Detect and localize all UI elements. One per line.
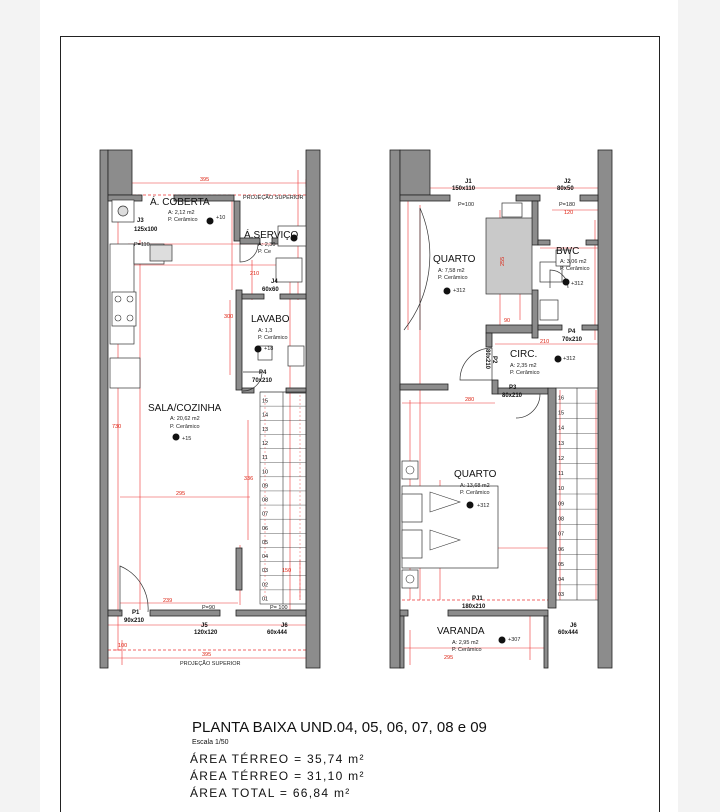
- room-floor-quarto-2: P. Cerâmico: [460, 490, 490, 496]
- ground-floor-plan: [100, 150, 320, 668]
- dim-quarto-w: 255: [500, 256, 506, 266]
- room-area-sala-cozinha: A: 20,62 m2: [170, 416, 200, 422]
- upper-stair-step-number: 16: [558, 395, 565, 402]
- dim-v90: 90: [504, 318, 511, 324]
- room-floor-sala-cozinha: P. Cerâmico: [170, 424, 200, 430]
- label-p90: P=90: [202, 605, 215, 611]
- room-level-sala-cozinha: +15: [182, 436, 192, 442]
- room-area-circ: A: 2,35 m2: [510, 363, 537, 369]
- area-total: ÁREA TOTAL = 66,84 m²: [190, 786, 351, 800]
- dim-top: 395: [200, 177, 210, 183]
- room-name-circ: CIRC.: [510, 349, 538, 360]
- tag-p2: P2: [491, 356, 497, 364]
- ground-stair-step-number: 07: [262, 511, 269, 518]
- tag-j1: J1: [465, 179, 472, 185]
- room-floor-lavabo: P. Cerâmico: [258, 335, 288, 341]
- tag-j6: J6: [281, 623, 288, 629]
- tag-p1: P1: [132, 610, 140, 616]
- room-area-varanda: A: 2,95 m2: [452, 640, 479, 646]
- area-terreo-2: ÁREA TÉRREO = 31,10 m²: [190, 769, 365, 783]
- label-p100: P= 100: [270, 605, 288, 611]
- tag-j6-size: 60x444: [267, 630, 288, 636]
- upper-stair-step-number: 14: [558, 425, 565, 432]
- upper-floor-plan: [390, 150, 612, 668]
- room-area-quarto-2: A: 13,68 m2: [460, 483, 490, 489]
- dim-left: 730: [112, 424, 122, 430]
- dim-bwc-w: 120: [564, 210, 574, 216]
- room-name-area-servico: Á.SERVIÇO: [244, 230, 299, 241]
- tag-j2: J2: [564, 179, 571, 185]
- tag-j5: J5: [201, 623, 208, 629]
- ground-stair-step-number: 04: [262, 554, 269, 561]
- ground-stair-step-number: 11: [262, 455, 268, 462]
- ground-floor-stair-numbers: [262, 399, 268, 603]
- ground-stair-step-number: 14: [262, 412, 269, 419]
- upper-stair-step-number: 05: [558, 561, 565, 568]
- tag-p1-size: 90x210: [124, 618, 145, 624]
- ground-stair-step-number: 12: [262, 441, 269, 447]
- ground-stair-step-number: 15: [262, 398, 269, 405]
- upper-stair-step-number: 08: [558, 516, 565, 523]
- upper-stair-step-number: 12: [558, 455, 565, 462]
- projecao-superior-top: PROJEÇÃO SUPERIOR: [243, 195, 304, 201]
- room-area-lavabo: A: 1,3: [258, 328, 273, 334]
- label-p180: P=180: [559, 202, 576, 208]
- tag-j6-upper-size: 60x444: [558, 630, 579, 636]
- room-area-servico: A: 2,30: [258, 242, 276, 248]
- upper-stair-step-number: 03: [558, 592, 565, 599]
- ground-stair-step-number: 10: [262, 469, 269, 476]
- dim-quarto-h: 280: [465, 397, 475, 403]
- label-p100-upper: P=100: [458, 202, 475, 208]
- tag-p3: P3: [509, 385, 517, 391]
- room-level-quarto-1: +312: [453, 288, 466, 294]
- dim-lavabo-v: 300: [224, 314, 234, 320]
- tag-p2-size: 80x210: [484, 349, 490, 370]
- dim-mid: 295: [176, 491, 186, 497]
- dim-left-bottom: 100: [118, 643, 128, 649]
- upper-stair-step-number: 06: [558, 546, 565, 553]
- tag-p4-upper-size: 70x210: [562, 337, 583, 343]
- room-floor-servico: P. Ce: [258, 249, 272, 255]
- upper-floor-stair-numbers: [558, 395, 564, 598]
- room-level-quarto-2: +312: [477, 503, 490, 509]
- upper-stair-step-number: 15: [558, 410, 565, 417]
- tag-p4: P4: [259, 370, 267, 376]
- area-terreo-1: ÁREA TÉRREO = 35,74 m²: [190, 752, 365, 766]
- room-level-varanda: +307: [508, 637, 521, 643]
- tag-j4: J4: [271, 279, 278, 285]
- room-area-quarto-1: A: 7,58 m2: [438, 268, 465, 274]
- room-name-lavabo: LAVABO: [251, 314, 290, 325]
- dim-varanda-w: 295: [444, 655, 454, 661]
- projecao-superior-bottom: PROJEÇÃO SUPERIOR: [180, 661, 241, 667]
- ground-stair-step-number: 08: [262, 497, 269, 504]
- ground-stair-step-number: 03: [262, 568, 269, 575]
- upper-stair-step-number: 10: [558, 486, 565, 493]
- tag-pj1-size: 180x210: [462, 604, 486, 610]
- room-floor-bwc: P. Cerâmico: [560, 266, 590, 272]
- room-name-sala-cozinha: SALA/COZINHA: [148, 403, 222, 414]
- room-level-circ: +312: [563, 356, 576, 362]
- tag-j2-size: 80x50: [557, 186, 574, 192]
- upper-stair-step-number: 11: [558, 471, 564, 478]
- tag-p4-size: 70x210: [252, 378, 273, 384]
- tag-j4-size: 60x60: [262, 287, 279, 293]
- upper-stair-step-number: 13: [558, 440, 565, 447]
- tag-j1-size: 150x110: [452, 186, 476, 192]
- ground-stair-step-number: 01: [262, 596, 269, 603]
- room-floor-circ: P. Cerâmico: [510, 370, 540, 376]
- ground-stair-step-number: 06: [262, 525, 269, 532]
- plan-title: PLANTA BAIXA UND.04, 05, 06, 07, 08 e 09: [192, 719, 487, 736]
- upper-stair-step-number: 07: [558, 531, 565, 538]
- room-floor-varanda: P. Cerâmico: [452, 647, 482, 653]
- room-name-quarto-2: QUARTO: [454, 469, 497, 480]
- ground-stair-step-number: 13: [262, 426, 269, 433]
- dim-mid: 210: [540, 339, 550, 345]
- room-floor-coberta: P. Cerâmico: [168, 217, 198, 223]
- room-name-area-coberta: Á. COBERTA: [150, 197, 210, 208]
- room-name-varanda: VARANDA: [437, 626, 485, 637]
- upper-stair-step-number: 04: [558, 577, 565, 584]
- tag-j5-size: 120x120: [194, 630, 218, 636]
- tag-j3-top: J3: [137, 218, 144, 224]
- upper-stair-step-number: 09: [558, 501, 565, 508]
- tag-pj1: PJ1: [472, 596, 483, 602]
- ground-stair-step-number: 05: [262, 539, 269, 546]
- room-floor-quarto-1: P. Cerâmico: [438, 275, 468, 281]
- tag-j3-top-size: 125x100: [134, 227, 158, 233]
- dim-servico-v: 210: [250, 271, 260, 277]
- tag-j6-upper: J6: [570, 623, 577, 629]
- tag-p4-upper: P4: [568, 329, 576, 335]
- dim-bottom: 239: [163, 598, 173, 604]
- ground-stair-step-number: 09: [262, 483, 269, 490]
- scale-label: Escala 1/50: [192, 739, 229, 746]
- dim-stair-v: 150: [282, 568, 292, 574]
- dim-bottom-proj: 395: [202, 652, 212, 658]
- room-level-coberta: +10: [216, 215, 226, 221]
- dim-sala-v: 336: [244, 476, 254, 482]
- room-level-bwc: +312: [571, 281, 584, 287]
- room-area-bwc: A: 3,06 m2: [560, 259, 587, 265]
- label-p110: P=110: [134, 242, 150, 248]
- room-name-bwc: BWC: [556, 246, 580, 257]
- room-level-lavabo: +18: [264, 346, 274, 352]
- tag-p3-size: 80x210: [502, 393, 523, 399]
- room-area-coberta: A: 2,12 m2: [168, 210, 195, 216]
- ground-stair-step-number: 02: [262, 582, 269, 589]
- room-name-quarto-1: QUARTO: [433, 254, 476, 265]
